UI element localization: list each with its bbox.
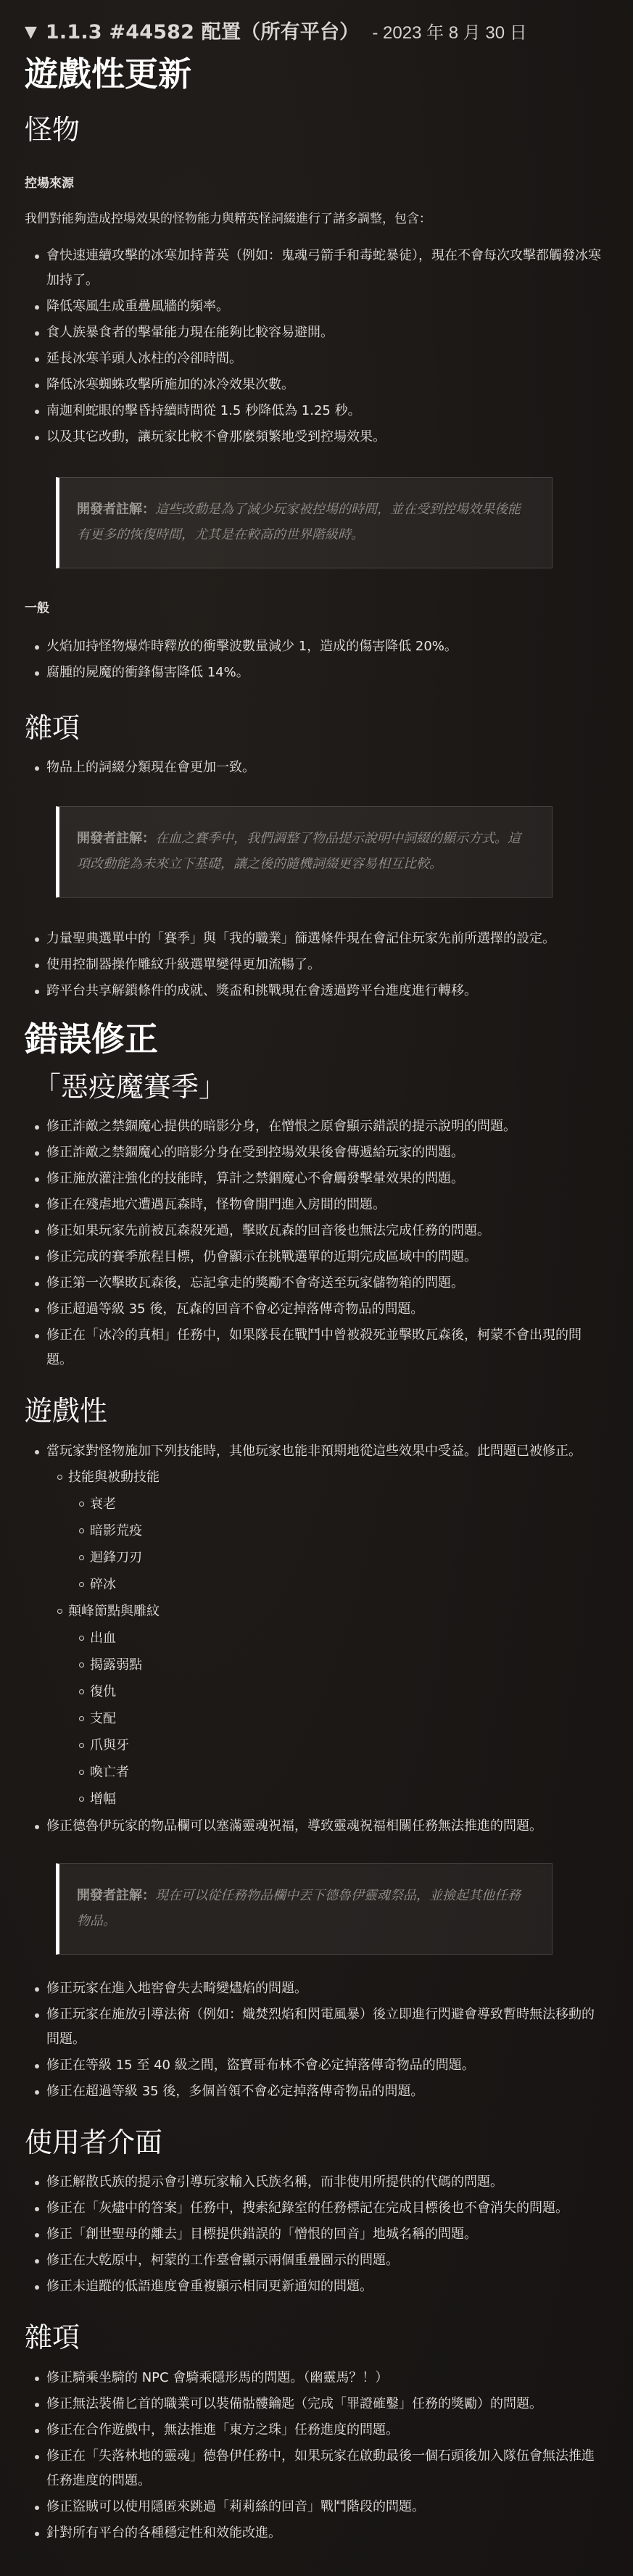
list-item: 支配: [90, 1705, 605, 1732]
list-item: 食人族暴食者的擊暈能力現在能夠比較容易避開。: [46, 320, 605, 345]
list-item: 修正完成的賽季旅程目標，仍會顯示在挑戰選單的近期完成區域中的問題。: [46, 1245, 605, 1270]
subsection-title-gameplay: 遊戲性: [25, 1395, 108, 1428]
list-item: 跨平台共享解鎖條件的成就、獎盃和挑戰現在會透過跨平台進度進行轉移。: [46, 979, 605, 1003]
developer-note-text: 這些改動是為了減少玩家被控場的時間，並在受到控場效果後能有更多的恢復時間，尤其是在較高的世界階級時。: [77, 501, 521, 542]
subsection-title-misc: 雜項: [25, 711, 80, 744]
list-item: 修正盜賊可以使用隱匿來跳過「莉莉絲的回音」戰鬥階段的問題。: [46, 2495, 605, 2519]
list-item: [46, 1439, 605, 1813]
list-item: 修正在大乾原中，柯蒙的工作臺會顯示兩個重疊圖示的問題。: [46, 2248, 605, 2273]
developer-note: [56, 477, 553, 568]
list-item: 腐腫的屍魔的衝鋒傷害降低 14%。: [46, 660, 605, 685]
subsection-title-ui: 使用者介面: [25, 2126, 163, 2158]
subsection-title-monsters: 怪物: [25, 114, 80, 146]
list-item-text: 當玩家對怪物施加下列技能時，其他玩家也能非預期地從這些效果中受益。此問題已被修正。: [46, 1443, 582, 1459]
heading-cc-sources: 控場來源: [25, 175, 74, 191]
skill-group-label: 顛峰節點與雕紋: [68, 1603, 160, 1619]
skill-list: [68, 1491, 605, 1598]
misc-list-a: [25, 755, 605, 780]
list-item: 修正詐敵之禁錮魔心的暗影分身在受到控場效果後會傳遞給玩家的問題。: [46, 1140, 605, 1165]
list-item: 力量聖典選單中的「賽季」與「我的職業」篩選條件現在會記住玩家先前所選擇的設定。: [46, 927, 605, 951]
skill-group: [68, 1464, 605, 1598]
misc-list-b: [25, 927, 605, 1003]
list-item: 暗影荒疫: [90, 1517, 605, 1544]
skill-group: [68, 1598, 605, 1813]
list-item: 衰老: [90, 1491, 605, 1517]
developer-note-label: 開發者註解：: [77, 1887, 155, 1903]
list-item: 物品上的詞綴分類現在會更加一致。: [46, 755, 605, 780]
list-item: 修正在「冰冷的真相」任務中，如果隊長在戰鬥中曾被殺死並擊敗瓦森後，柯蒙不會出現的問題。: [46, 1323, 605, 1372]
list-item: 修正「創世聖母的離去」目標提供錯誤的「憎恨的回音」地城名稱的問題。: [46, 2222, 605, 2247]
list-item: 修正德魯伊玩家的物品欄可以塞滿靈魂祝福，導致靈魂祝福相關任務無法推進的問題。: [46, 1814, 605, 1839]
list-item: 揭露弱點: [90, 1652, 605, 1678]
section-title-gameplay-updates: 遊戲性更新: [25, 54, 191, 94]
gameplay-fixes-list: [25, 1439, 605, 1839]
list-item: 修正如果玩家先前被瓦森殺死過，擊敗瓦森的回音後也無法完成任務的問題。: [46, 1219, 605, 1243]
list-item: 修正施放灌注強化的技能時，算計之禁錮魔心不會觸發擊暈效果的問題。: [46, 1167, 605, 1191]
release-summary-toggle[interactable]: [25, 16, 605, 44]
section-title-bug-fixes: 錯誤修正: [25, 1019, 158, 1059]
list-item: 會快速連續攻擊的冰寒加持菁英（例如：鬼魂弓箭手和毒蛇暴徒），現在不會每次攻擊都觸發冰寒加持了。: [46, 244, 605, 293]
list-item: 修正解散氏族的提示會引導玩家輸入氏族名稱，而非使用所提供的代碼的問題。: [46, 2170, 605, 2195]
list-item: 降低冰寒蜘蛛攻擊所施加的冰冷效果次數。: [46, 373, 605, 397]
list-item: 修正在「灰燼中的答案」任務中，搜索紀錄室的任務標記在完成目標後也不會消失的問題。: [46, 2196, 605, 2221]
list-item: 出血: [90, 1625, 605, 1652]
developer-note-text: 在血之賽季中，我們調整了物品提示說明中詞綴的顯示方式。這項改動能為未來立下基礎，讓之後的隨機詞綴更容易相互比較。: [77, 831, 521, 872]
list-item: 修正玩家在施放引導法術（例如：熾焚烈焰和閃電風暴）後立即進行閃避會導致暫時無法移動的問題。: [46, 2003, 605, 2052]
developer-note: [56, 1863, 553, 1955]
developer-note: [56, 806, 553, 898]
developer-note-label: 開發者註解：: [77, 831, 155, 847]
list-item: 修正在超過等級 35 後，多個首領不會必定掉落傳奇物品的問題。: [46, 2079, 605, 2104]
collapse-triangle-icon[interactable]: ▼: [25, 23, 37, 41]
release-date: - 2023 年 8 月 30 日: [372, 23, 527, 43]
developer-note-label: 開發者註解：: [77, 501, 155, 517]
list-item: 復仇: [90, 1678, 605, 1705]
subsection-title-season: 「惡疫魔賽季」: [33, 1070, 227, 1103]
skill-groups-list: [46, 1464, 605, 1813]
list-item: 降低寒風生成重疊風牆的頻率。: [46, 294, 605, 319]
list-item: 修正在殘虐地穴遭遇瓦森時，怪物會開門進入房間的問題。: [46, 1193, 605, 1217]
gameplay-fixes-list-b: [25, 1976, 605, 2104]
release-version-title: 1.1.3 #44582 配置（所有平台）: [45, 21, 360, 44]
list-item: 修正未追蹤的低語進度會重複顯示相同更新通知的問題。: [46, 2274, 605, 2299]
list-item: 爪與牙: [90, 1732, 605, 1759]
developer-note-text: 現在可以從任務物品欄中丟下德魯伊靈魂祭品，並撿起其他任務物品。: [77, 1887, 521, 1929]
list-item: 修正詐敵之禁錮魔心提供的暗影分身，在憎恨之原會顯示錯誤的提示說明的問題。: [46, 1114, 605, 1139]
cc-sources-intro: 我們對能夠造成控場效果的怪物能力與精英怪詞綴進行了諸多調整，包含：: [25, 211, 431, 226]
list-item: 修正無法裝備匕首的職業可以裝備骷髏鑰匙（完成「罪證確鑿」任務的獎勵）的問題。: [46, 2392, 605, 2416]
list-item: 修正超過等級 35 後，瓦森的回音不會必定掉落傳奇物品的問題。: [46, 1297, 605, 1322]
list-item: 使用控制器操作雕紋升級選單變得更加流暢了。: [46, 953, 605, 977]
list-item: 修正在等級 15 至 40 級之間，盜寶哥布林不會必定掉落傳奇物品的問題。: [46, 2053, 605, 2078]
list-item: 以及其它改動，讓玩家比較不會那麼頻繁地受到控場效果。: [46, 425, 605, 450]
skill-list: [68, 1625, 605, 1813]
ui-fixes-list: [25, 2170, 605, 2299]
misc-fixes-list: [25, 2366, 605, 2546]
list-item: 碎冰: [90, 1571, 605, 1598]
list-item: 喚亡者: [90, 1759, 605, 1786]
list-item: 修正在「失落林地的靈魂」德魯伊任務中，如果玩家在啟動最後一個石頭後加入隊伍會無法推進任務進度的問題。: [46, 2444, 605, 2493]
general-list: [25, 634, 605, 685]
season-fixes-list: [25, 1114, 605, 1372]
list-item: 南迦利蛇眼的擊昏持續時間從 1.5 秒降低為 1.25 秒。: [46, 399, 605, 423]
skill-group-label: 技能與被動技能: [68, 1469, 160, 1485]
list-item: 修正第一次擊敗瓦森後，忘記拿走的獎勵不會寄送至玩家儲物箱的問題。: [46, 1271, 605, 1296]
list-item: 迴鋒刀刃: [90, 1544, 605, 1571]
list-item: 修正在合作遊戲中，無法推進「東方之珠」任務進度的問題。: [46, 2418, 605, 2443]
subsection-title-misc-fixes: 雜項: [25, 2322, 80, 2354]
cc-sources-list: [25, 244, 605, 450]
list-item: 修正玩家在進入地窖會失去畸變燼焰的問題。: [46, 1976, 605, 2001]
heading-general: 一般: [25, 600, 49, 616]
list-item: 修正騎乘坐騎的 NPC 會騎乘隱形馬的問題。（幽靈馬？！）: [46, 2366, 605, 2390]
list-item: 延長冰寒羊頭人冰柱的冷卻時間。: [46, 347, 605, 371]
list-item: 火焰加持怪物爆炸時釋放的衝擊波數量減少 1，造成的傷害降低 20%。: [46, 634, 605, 659]
list-item: 針對所有平台的各種穩定性和效能改進。: [46, 2521, 605, 2546]
list-item: 增幅: [90, 1786, 605, 1813]
